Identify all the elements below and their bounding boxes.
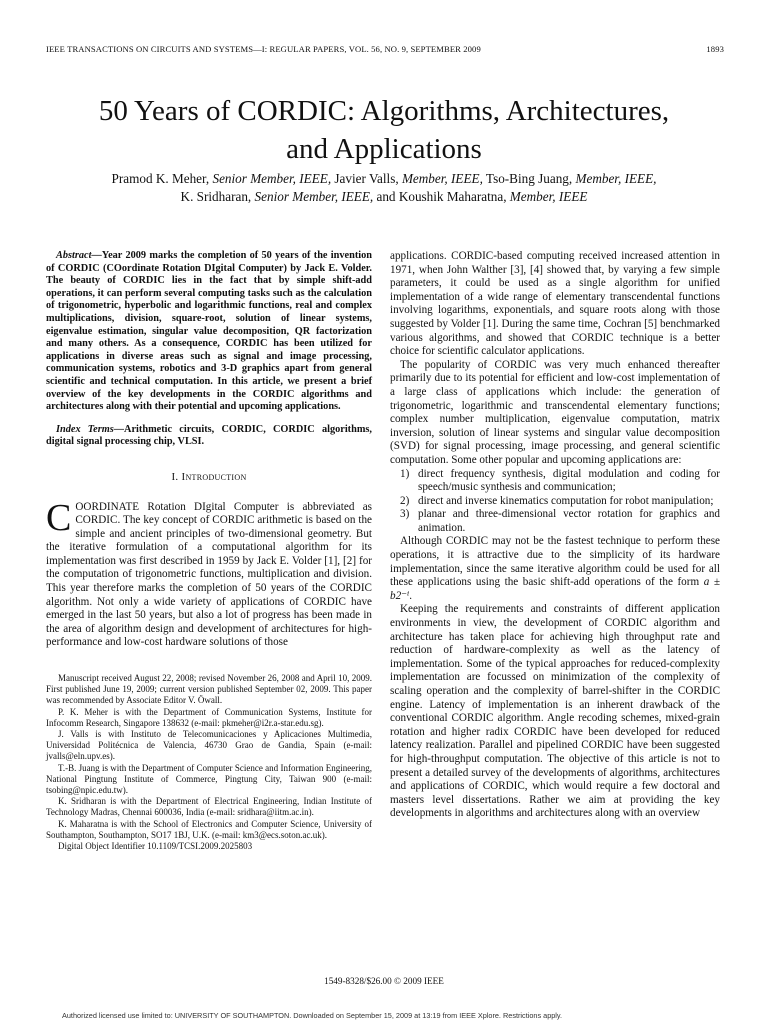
section-number: I. xyxy=(171,470,179,483)
list-number: 2) xyxy=(400,494,410,507)
list-item xyxy=(390,508,720,535)
intro-body xyxy=(46,496,372,651)
index-terms xyxy=(46,424,372,449)
footnote: P. K. Meher is with the Department of Communication Systems, Institute for Infocomm Research, Singapore 138632 (e-mail: pkmeher@i2r.a-star.edu.sg). xyxy=(46,706,372,728)
footnotes xyxy=(46,673,372,852)
paragraph-text: Although CORDIC may not be the fastest technique to perform these operations, it is attractive due to the simplicity of its hardware implementation, since the same iterative algorithm could be used for all these applications using the basic shift-add operations of the form xyxy=(390,535,720,589)
author-name: Pramod K. Meher, xyxy=(111,171,213,186)
author-role: Senior Member, IEEE, xyxy=(212,171,332,186)
title-line-2: and Applications xyxy=(286,133,482,165)
list-item xyxy=(390,495,720,509)
journal-header: IEEE TRANSACTIONS ON CIRCUITS AND SYSTEMS—I: REGULAR PAPERS, VOL. 56, NO. 9, SEPTEMBER 2009 xyxy=(46,44,481,54)
list-number: 1) xyxy=(400,467,410,480)
footnote: Manuscript received August 22, 2008; revised November 26, 2008 and April 10, 2009. First published June 19, 2009; current version published September 02, 2009. This paper was recommended by Associate Editor V. Öwall. xyxy=(46,673,372,706)
author-name: Javier Valls, xyxy=(331,171,402,186)
section-title: Introduction xyxy=(181,470,247,483)
index-terms-lead: Index Terms— xyxy=(56,423,125,435)
title-line-1: 50 Years of CORDIC: Algorithms, Architectures, xyxy=(98,95,670,127)
author-name: and Koushik Maharatna, xyxy=(373,189,510,204)
abstract-text: Year 2009 marks the completion of 50 years of the invention of CORDIC (COordinate Rotation DIgital Computer) by Jack E. Volder. The beauty of CORDIC lies in the fact that by simple shift-add operations, it can perform several computing tasks such as the calculation of trigonometric, hyperbolic and logarithmic functions, real and complex multiplications, division, square-root, solution of linear systems, eigenvalue estimation, singular value decomposition, QR factorization and many others. As a consequence, CORDIC has been utilized for applications in diverse areas such as signal and image processing, communication systems, robotics and 3-D graphics apart from general scientific and technical computation. In this article, we present a brief overview of the key developments in the CORDIC algorithms and architectures along with their potential and upcoming applications. xyxy=(46,250,372,413)
applications-list xyxy=(390,468,720,536)
running-head xyxy=(46,44,724,54)
author-role: Senior Member, IEEE, xyxy=(254,189,374,204)
index-terms-text: Arithmetic circuits, CORDIC, CORDIC algorithms, digital signal processing chip, VLSI. xyxy=(46,423,372,448)
author-role: Member, IEEE, xyxy=(575,171,657,186)
intro-text: OORDINATE Rotation DIgital Computer is abbreviated as CORDIC. The key concept of CORDIC arithmetic is based on the simple and ancient principles of two-dimensional geometry. But the iterative formulation of a computational algorithm for its implementation was first described in 1959 by Jack E. Volder [1], [2] for the computation of trigonometric functions, multiplication and division. This year therefore marks the completion of 50 years of the CORDIC algorithm. Not only a wide variety of applications of CORDIC have emerged in the last 50 years, but also a lot of progress has been made in the area of algorithm design and development of architectures for high-performance and low-cost hardware solutions of those xyxy=(46,500,372,649)
body-paragraph: applications. CORDIC-based computing received increased attention in 1971, when John Walther [3], [4] showed that, by varying a few simple parameters, it could be used as a single algorithm for unified implementation of a wide range of elementary transcendental functions involving logarithms, exponentials, and square roots along with those suggested by Volder [1]. During the same time, Cochran [5] benchmarked various algorithms, and showed that CORDIC technique is a better choice for scientific calculator applications. xyxy=(390,250,720,358)
intro-paragraph xyxy=(46,496,372,651)
author-role: Member, IEEE xyxy=(509,189,588,204)
list-number: 3) xyxy=(400,508,410,521)
left-column xyxy=(46,250,372,852)
footnote: T.-B. Juang is with the Department of Computer Science and Information Engineering, National Pingtung Institute of Commerce, Pingtung City, Taiwan 900 (e-mail: tsobing@npic.edu.tw). xyxy=(46,762,372,796)
body-paragraph: Keeping the requirements and constraints of different application environments in view, the development of CORDIC algorithm and architecture has taken place for achieving high throughput rate and reduction of hardware-complexity as well as the latency of implementation. Some of the typical approaches for reduced-complexity implementation are focussed on minimization of the complexity of scaling operation and the complexity of barrel-shifter in the CORDIC engine. Latency of implementation is an inherent drawback of the conventional CORDIC algorithm. Angle recoding schemes, mixed-grain rotation and higher radix CORDIC have been developed for reduced latency realization. Parallel and pipelined CORDIC have been suggested for high-throughput computation. The objective of this article is not to present a detailed survey of the developments of algorithms, architectures and applications of CORDIC, which would require a few doctoral and masters level dissertations. Rather we aim at providing the key developments in algorithms and architectures along with an overview xyxy=(390,603,720,820)
page-number: 1893 xyxy=(706,44,724,54)
right-column xyxy=(390,250,720,821)
list-item xyxy=(390,468,720,495)
list-text: direct frequency synthesis, digital modulation and coding for speech/music synthesis and communication; xyxy=(418,467,720,494)
paper-title xyxy=(0,92,768,168)
body-paragraph: The popularity of CORDIC was very much enhanced thereafter primarily due to its potential for efficient and low-cost implementation of a large class of applications which include: the generation of trigonometric, logarithmic and transcendental elementary functions; complex number multiplication, eigenvalue computation, matrix inversion, solution of linear systems and singular value decomposition (SVD) for signal processing, image processing, and general scientific computation. Some other popular and upcoming applications are: xyxy=(390,358,720,466)
author-name: K. Sridharan, xyxy=(180,189,255,204)
licence-notice: Authorized licensed use limited to: UNIVERSITY OF SOUTHAMPTON. Downloaded on September 15, 2009 at 13:19 from IEEE Xplore. Restrictions apply. xyxy=(62,1011,563,1020)
copyright-line: 1549-8328/$26.00 © 2009 IEEE xyxy=(324,976,444,986)
paragraph-end: . xyxy=(409,589,413,602)
author-name: Tso-Bing Juang, xyxy=(482,171,576,186)
author-line-2 xyxy=(0,188,768,206)
doi-footnote: Digital Object Identifier 10.1109/TCSI.2009.2025803 xyxy=(58,841,253,852)
shift-add-formula: a ± b2⁻ⁱ xyxy=(390,576,720,602)
abstract xyxy=(46,250,372,414)
section-heading xyxy=(46,471,372,485)
footnote: J. Valls is with Instituto de Telecomunicaciones y Aplicaciones Multimedia, Universidad Politécnica de Valencia, 46730 Grao de Gandia, Spain (e-mail: jvalls@eln.upv.es). xyxy=(46,729,372,762)
drop-cap: C xyxy=(46,496,72,539)
list-text: planar and three-dimensional vector rotation for graphics and animation. xyxy=(418,508,720,534)
author-line-1 xyxy=(0,170,768,188)
abstract-lead: Abstract— xyxy=(56,250,102,261)
footnote: K. Sridharan is with the Department of Electrical Engineering, Indian Institute of Technology Madras, Chennai 600036, India (e-mail: sridhara@iitm.ac.in). xyxy=(46,796,372,818)
body-paragraph xyxy=(390,535,720,603)
author-list xyxy=(0,170,768,206)
footnote: K. Maharatna is with the School of Electronics and Computer Science, University of Southampton, Southampton, SO17 1BJ, U.K. (e-mail: km3@ecs.soton.ac.uk). xyxy=(46,818,372,840)
list-text: direct and inverse kinematics computation for robot manipulation; xyxy=(418,494,714,507)
author-role: Member, IEEE, xyxy=(401,171,483,186)
